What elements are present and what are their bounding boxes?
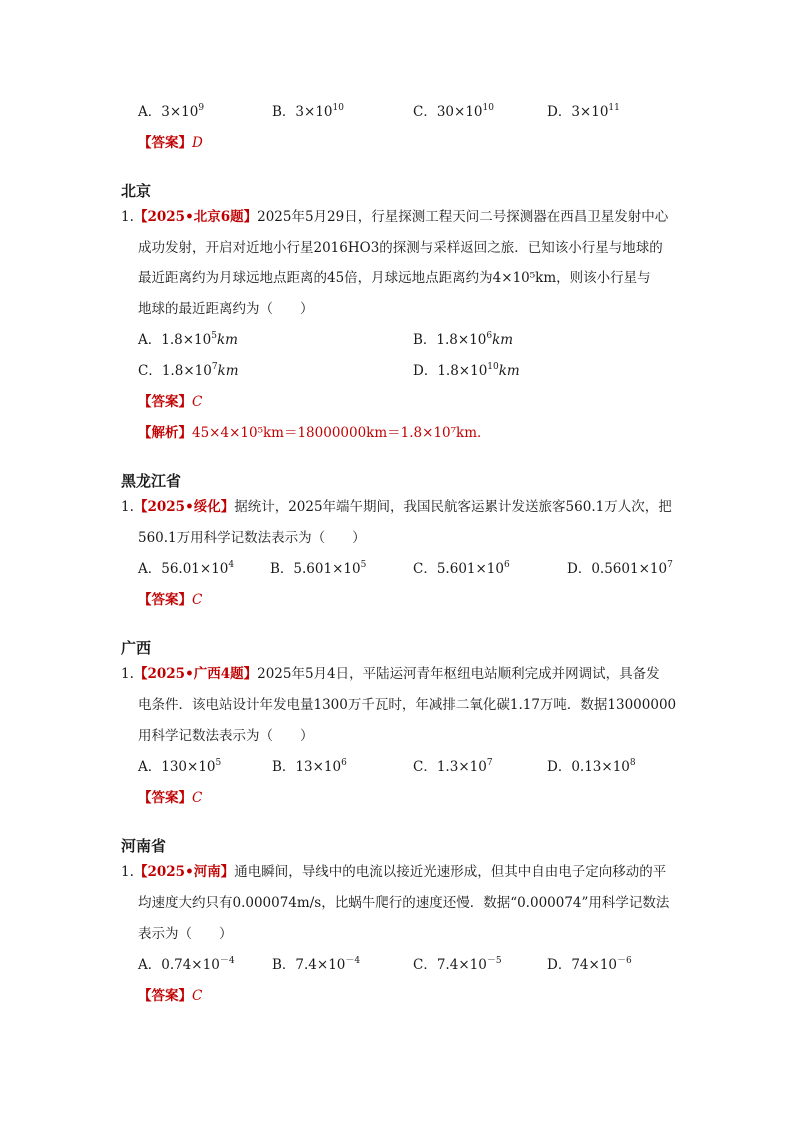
region-heading: 河南省 [121, 837, 167, 855]
question-line: 【2025•北京6题】2025年5月29日，行星探测工程天问二号探测器在西昌卫星发射中心 [134, 209, 669, 225]
question-number: 1. [121, 499, 134, 515]
region-heading: 北京 [121, 182, 152, 200]
region-heading: 黑龙江省 [121, 472, 182, 490]
option-a: A．$56.01\times 10^4$ [138, 560, 235, 577]
question-line: 表示为（ ） [138, 926, 233, 942]
question-line: 560.1万用科学记数法表示为（ ） [138, 530, 366, 546]
question-line: 电条件．该电站设计年发电量1300万千瓦时，年减排二氧化碳1.17万吨．数据13000000 [138, 697, 677, 713]
question-line: 【2025•广西4题】2025年5月4日，平陆运河青年枢纽电站顺利完成并网调试，具备发 [134, 666, 660, 682]
option-a: A．$0.74\times 10^{-4}$ [138, 956, 235, 973]
option-d: D．$1.8\times 10^{10}km$ [413, 362, 520, 379]
option-d: D．$0.13\times 10^8$ [547, 758, 636, 775]
question-number: 1. [121, 864, 134, 880]
option-b: B．$1.8\times 10^6km$ [413, 331, 514, 348]
question-line: 最近距离约为月球远地点距离的45倍，月球远地点距离约为4×10⁵km，则该小行星与 [138, 270, 651, 286]
option-a: A．$3\times 10^9$ [138, 103, 205, 120]
question-number: 1. [121, 209, 134, 225]
option-c: C．$30\times 10^{10}$ [413, 103, 494, 120]
answer: 【答案】C [138, 394, 203, 410]
solution: 【解析】45×4×10⁵km＝18000000km＝1.8×10⁷km． [138, 425, 491, 441]
option-d: D．$74\times 10^{-6}$ [547, 956, 632, 973]
option-d: D．$0.5601\times 10^7$ [567, 560, 673, 577]
option-b: B．$13\times 10^6$ [272, 758, 347, 775]
option-a: A．$130\times 10^5$ [138, 758, 222, 775]
option-c: C．$7.4\times 10^{-5}$ [413, 956, 502, 973]
answer: 【答案】C [138, 988, 203, 1004]
option-c: C．$5.601\times 10^6$ [413, 560, 510, 577]
option-b: B．$3\times 10^{10}$ [272, 103, 344, 120]
question-line: 【2025•河南】通电瞬间，导线中的电流以接近光速形成，但其中自由电子定向移动的平 [134, 864, 667, 880]
option-c: C．$1.3\times 10^7$ [413, 758, 493, 775]
answer: 【答案】D [138, 135, 203, 151]
question-line: 【2025•绥化】据统计，2025年端午期间，我国民航客运累计发送旅客560.1万人次，把 [134, 499, 672, 515]
question-line: 均速度大约只有0.000074m/s，比蜗牛爬行的速度还慢．数据“0.000074”用科学记数法 [138, 895, 670, 911]
question-line: 成功发射，开启对近地小行星2016HO3的探测与采样返回之旅．已知该小行星与地球的 [138, 240, 663, 256]
answer: 【答案】C [138, 592, 203, 608]
option-a: A．$1.8\times 10^5km$ [138, 331, 238, 348]
region-heading: 广西 [121, 639, 152, 657]
option-d: D．$3\times 10^{11}$ [547, 103, 620, 120]
answer: 【答案】C [138, 790, 203, 806]
question-line: 地球的最近距离约为（ ） [138, 301, 314, 317]
option-b: B．$5.601\times 10^5$ [270, 560, 367, 577]
question-line: 用科学记数法表示为（ ） [138, 728, 314, 744]
question-number: 1. [121, 666, 134, 682]
option-b: B．$7.4\times 10^{-4}$ [272, 956, 361, 973]
option-c: C．$1.8\times 10^7km$ [138, 362, 239, 379]
